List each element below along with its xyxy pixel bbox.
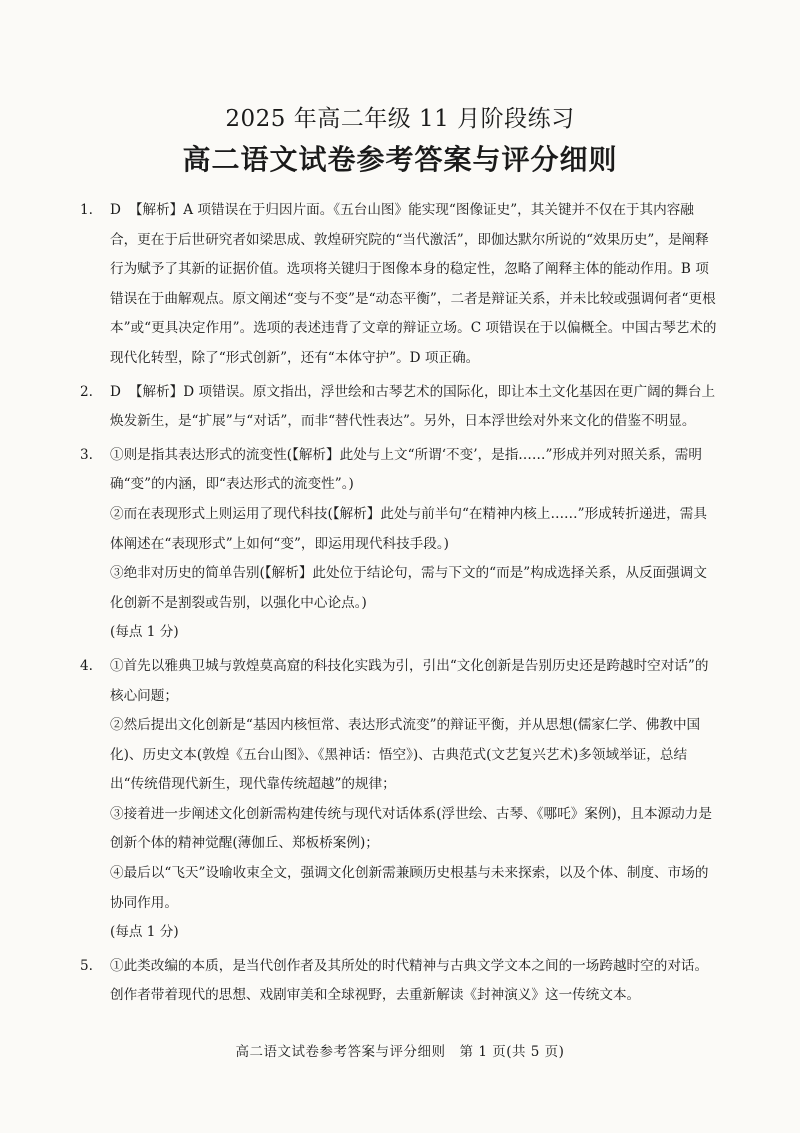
exam-title: 2025 年高二年级 11 月阶段练习 — [225, 106, 575, 132]
explanation: 【解析】D 项错误。原文指出，浮世绘和古琴艺术的国际化，即让本土文化基因在更广阔的舞台上焕发新生，是“扩展”与“对话”，而非“替代性表达”。另外，日本浮世绘对外来文化的借鉴不明显。 — [110, 383, 716, 430]
question-1 — [80, 196, 718, 374]
answer-letter: D — [110, 202, 121, 218]
document-title: 高二语文试卷参考答案与评分细则 — [182, 143, 618, 176]
question-text — [110, 378, 718, 437]
question-number: 2. — [80, 383, 93, 400]
answer-point-3: ③绝非对历史的简单告别(【解析】此处位于结论句，需与下文的“而是”构成选择关系，从反面强调文化创新不是割裂或告别，以强化中心论点。) — [110, 565, 707, 611]
answer-letter: D — [110, 383, 121, 400]
answer-point-1: ①此类改编的本质，是当代创作者及其所处的时代精神与古典文学文本之间的一场跨越时空的对话。创作者带着现代的思想、戏剧审美和全球视野，去重新解读《封神演义》这一传统文本。 — [110, 957, 709, 1004]
question-3 — [80, 441, 718, 648]
answer-point-1: ①首先以雅典卫城与敦煌莫高窟的科技化实践为引，引出“文化创新是告别历史还是跨越时空对话”的核心问题； — [110, 657, 709, 704]
question-number: 4. — [80, 657, 93, 674]
answer-point-2: ②而在表现形式上则运用了现代科技(【解析】此处与前半句“在精神内核上……”形成转折递进，需具体阐述在“表现形式”上如何“变”，即运用现代科技手段。) — [110, 505, 707, 552]
question-2 — [80, 378, 718, 437]
answer-point-2: ②然后提出文化创新是“基因内核恒常、表达形式流变”的辩证平衡，并从思想(儒家仁学、佛教中国化)、历史文本(敦煌《五台山图》、《黑神话：悟空》)、古典范式(文艺复兴艺术)多领域举证，总结出“传统借现代新生，现代靠传统超越”的规律； — [110, 717, 701, 793]
answer-point-3: ③接着进一步阐述文化创新需构建传统与现代对话体系(浮世绘、古琴、《哪吒》案例)，且本源动力是创新个体的精神觉醒(薄伽丘、郑板桥案例)； — [110, 805, 712, 852]
scoring-note: (每点 1 分) — [110, 924, 179, 941]
explanation: 【解析】A 项错误在于归因片面。《五台山图》能实现“图像证史”，其关键并不仅在于其内容融合，更在于后世研究者如梁思成、敦煌研究院的“当代激活”，即伽达默尔所说的“效果历史”，是阐释行为赋予了其新的证据价值。选项将关键归于图像本身的稳定性，忽略了阐释主体的能动作用。B 项错误在于曲解观点。原文阐述“变与不变”是“动态平衡”，二者是辩证关系，并未比较或强调何者“更根本”或“更具决定作用”。选项的表述违背了文章的辩证立场。C 项错误在于以偏概全。中国古琴艺术的现代化转型，除了“形式创新”，还有“本体守护”。D 项正确。 — [110, 202, 717, 366]
page-footer: 高二语文试卷参考答案与评分细则 第 1 页(共 5 页) — [235, 1044, 565, 1060]
question-text — [110, 196, 718, 374]
answer-point-4: ④最后以“飞天”设喻收束全文，强调文化创新需兼顾历史根基与未来探索，以及个体、制度、市场的协同作用。 — [110, 865, 709, 911]
scoring-note: (每点 1 分) — [110, 624, 179, 641]
question-5 — [80, 952, 718, 1011]
answers-body — [80, 196, 718, 1011]
question-number: 1. — [80, 202, 93, 218]
question-text — [110, 652, 718, 948]
question-text — [110, 441, 718, 648]
answer-point-1: ①则是指其表达形式的流变性(【解析】此处与上文“所谓‘不变’，是指……”形成并列对照关系，需明确“变”的内涵，即“表达形式的流变性”。) — [110, 446, 702, 493]
question-4 — [80, 652, 718, 948]
question-number: 3. — [80, 446, 93, 463]
question-number: 5. — [80, 957, 93, 974]
question-text — [110, 952, 718, 1011]
